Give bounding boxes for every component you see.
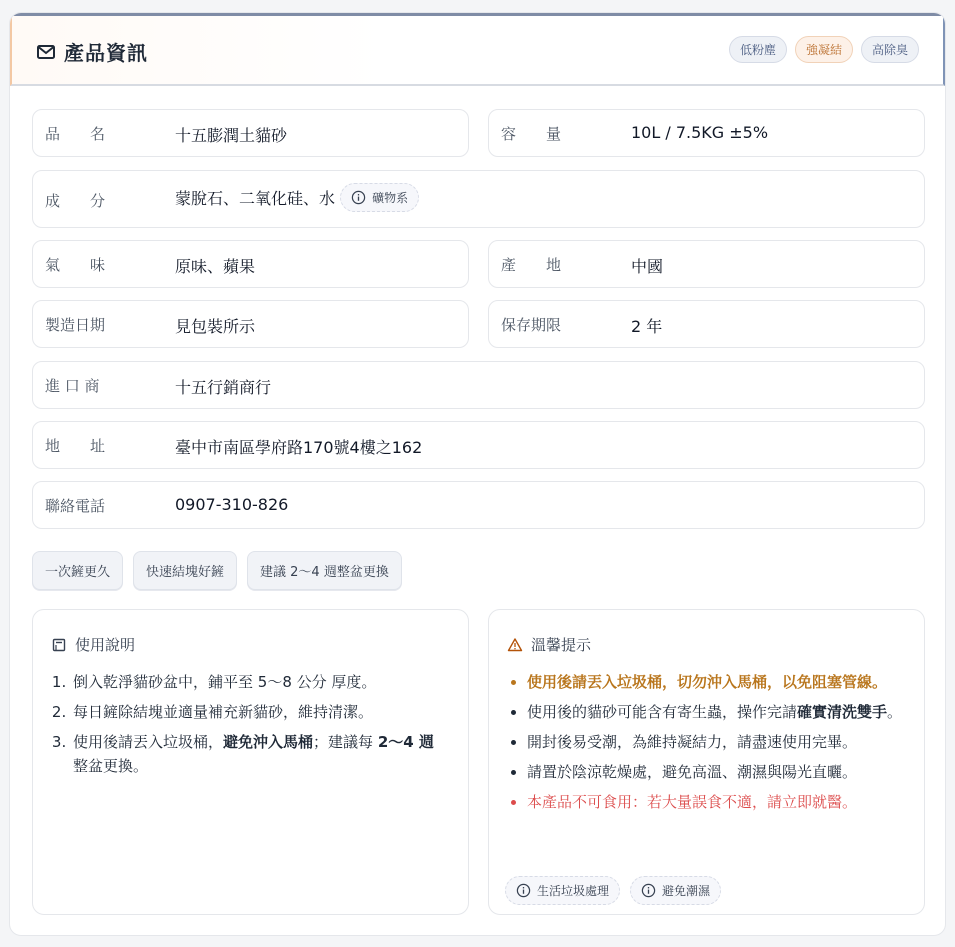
ingredients-value: 蒙脫石、二氧化硅、水 <box>175 189 336 208</box>
mfg-value: 見包裝所示 <box>175 317 256 336</box>
info-row-shelf-life <box>488 300 925 348</box>
product-info-card <box>9 12 946 936</box>
ingredients-value-group <box>175 183 419 212</box>
ingredients-label: 成 分 <box>45 192 106 210</box>
tip-2 <box>527 700 917 724</box>
usage-step-3-e: 整盆更換。 <box>73 757 149 775</box>
info-row-address <box>32 421 925 469</box>
badge-low-dust: 低粉塵 <box>729 36 787 63</box>
chip-avoid-moisture[interactable] <box>630 876 721 905</box>
info-row-ingredients <box>32 170 925 228</box>
mail-icon <box>36 42 56 62</box>
usage-step-3-a: 使用後請丟入垃圾桶， <box>73 733 224 751</box>
info-row-scent <box>32 240 469 288</box>
usage-step-1 <box>71 670 451 694</box>
usage-panel <box>32 609 469 915</box>
info-icon <box>516 883 531 898</box>
info-row-volume <box>488 109 925 157</box>
tips-chips <box>505 876 721 905</box>
header-title-group <box>36 37 148 66</box>
scent-value: 原味、蘋果 <box>175 257 256 276</box>
usage-step-3-b: 避免沖入馬桶 <box>223 733 314 751</box>
page-title: 產品資訊 <box>64 41 148 65</box>
warning-icon <box>507 637 523 653</box>
tip-3: • 開封後易受潮，為維持凝結力，請盡速使用完畢。 <box>527 730 917 754</box>
badge-strong-clump: 強凝結 <box>795 36 853 63</box>
tip-5: • 本產品不可食用：若大量誤食不適，請立即就醫。 <box>527 790 917 814</box>
card-header <box>10 13 945 86</box>
shelf-label: 保存期限 <box>501 316 562 334</box>
info-row-mfg-date <box>32 300 469 348</box>
info-icon <box>351 190 366 205</box>
importer-value: 十五行銷商行 <box>175 378 272 397</box>
address-label: 地 址 <box>45 437 106 455</box>
tip-2-a: 使用後的貓砂可能含有寄生蟲，操作完請 <box>527 703 798 721</box>
phone-label: 聯絡電話 <box>45 497 106 515</box>
info-row-phone <box>32 481 925 529</box>
badge-deodorize: 高除臭 <box>861 36 919 63</box>
usage-steps <box>51 670 451 784</box>
tip-1: • 使用後請丟入垃圾桶，切勿沖入馬桶，以免阻塞管線。 <box>527 670 917 694</box>
info-row-importer <box>32 361 925 409</box>
chip-waste-disposal-label: 生活垃圾處理 <box>537 884 610 898</box>
phone-value[interactable]: 0907-310-826 <box>175 495 289 514</box>
origin-label: 產 地 <box>501 256 562 274</box>
info-row-name <box>32 109 469 157</box>
usage-step-3-c: ；建議每 <box>313 733 378 751</box>
name-label: 品 名 <box>45 125 106 143</box>
usage-title-group <box>51 634 135 655</box>
tip-2-b: 確實清洗雙手 <box>797 703 888 721</box>
tips-panel <box>488 609 925 915</box>
tips-list <box>507 670 917 820</box>
tip-2-c: 。 <box>887 703 903 721</box>
tips-title-group <box>507 634 591 655</box>
usage-title: 使用說明 <box>75 636 136 654</box>
chip-waste-disposal[interactable] <box>505 876 620 905</box>
usage-step-3-d: 2～4 週 <box>377 733 434 751</box>
mineral-chip-label: 礦物系 <box>372 191 409 205</box>
feature-badges <box>729 36 919 63</box>
tips-title: 溫馨提示 <box>531 636 592 654</box>
usage-step-2 <box>71 700 451 724</box>
usage-step-3 <box>71 730 451 778</box>
address-value: 臺中市南區學府路170號4樓之162 <box>175 438 423 457</box>
feature-tags <box>32 551 402 590</box>
mfg-label: 製造日期 <box>45 316 106 334</box>
origin-value: 中國 <box>631 257 664 276</box>
usage-step-2-text: 每日鏟除結塊並適量補充新貓砂，維持清潔。 <box>73 703 374 721</box>
info-row-origin <box>488 240 925 288</box>
tag-long-lasting[interactable]: 一次鏟更久 <box>32 551 123 590</box>
scent-label: 氣 味 <box>45 256 106 274</box>
importer-label: 進 口 商 <box>45 377 100 395</box>
usage-step-1-text: 倒入乾淨貓砂盆中，鋪平至 5～8 公分 厚度。 <box>73 673 377 691</box>
chip-avoid-moisture-label: 避免潮濕 <box>662 884 711 898</box>
tag-replace-schedule[interactable]: 建議 2～4 週整盆更換 <box>247 551 402 590</box>
tip-4: • 請置於陰涼乾燥處，避免高溫、潮濕與陽光直曬。 <box>527 760 917 784</box>
tag-fast-clumping[interactable]: 快速結塊好鏟 <box>133 551 237 590</box>
volume-value: 10L / 7.5KG ±5% <box>631 123 769 142</box>
name-value: 十五膨潤土貓砂 <box>175 126 288 145</box>
book-icon <box>51 637 67 653</box>
mineral-chip[interactable] <box>340 183 419 212</box>
volume-label: 容 量 <box>501 125 562 143</box>
shelf-value: 2 年 <box>631 317 663 336</box>
info-icon <box>641 883 656 898</box>
